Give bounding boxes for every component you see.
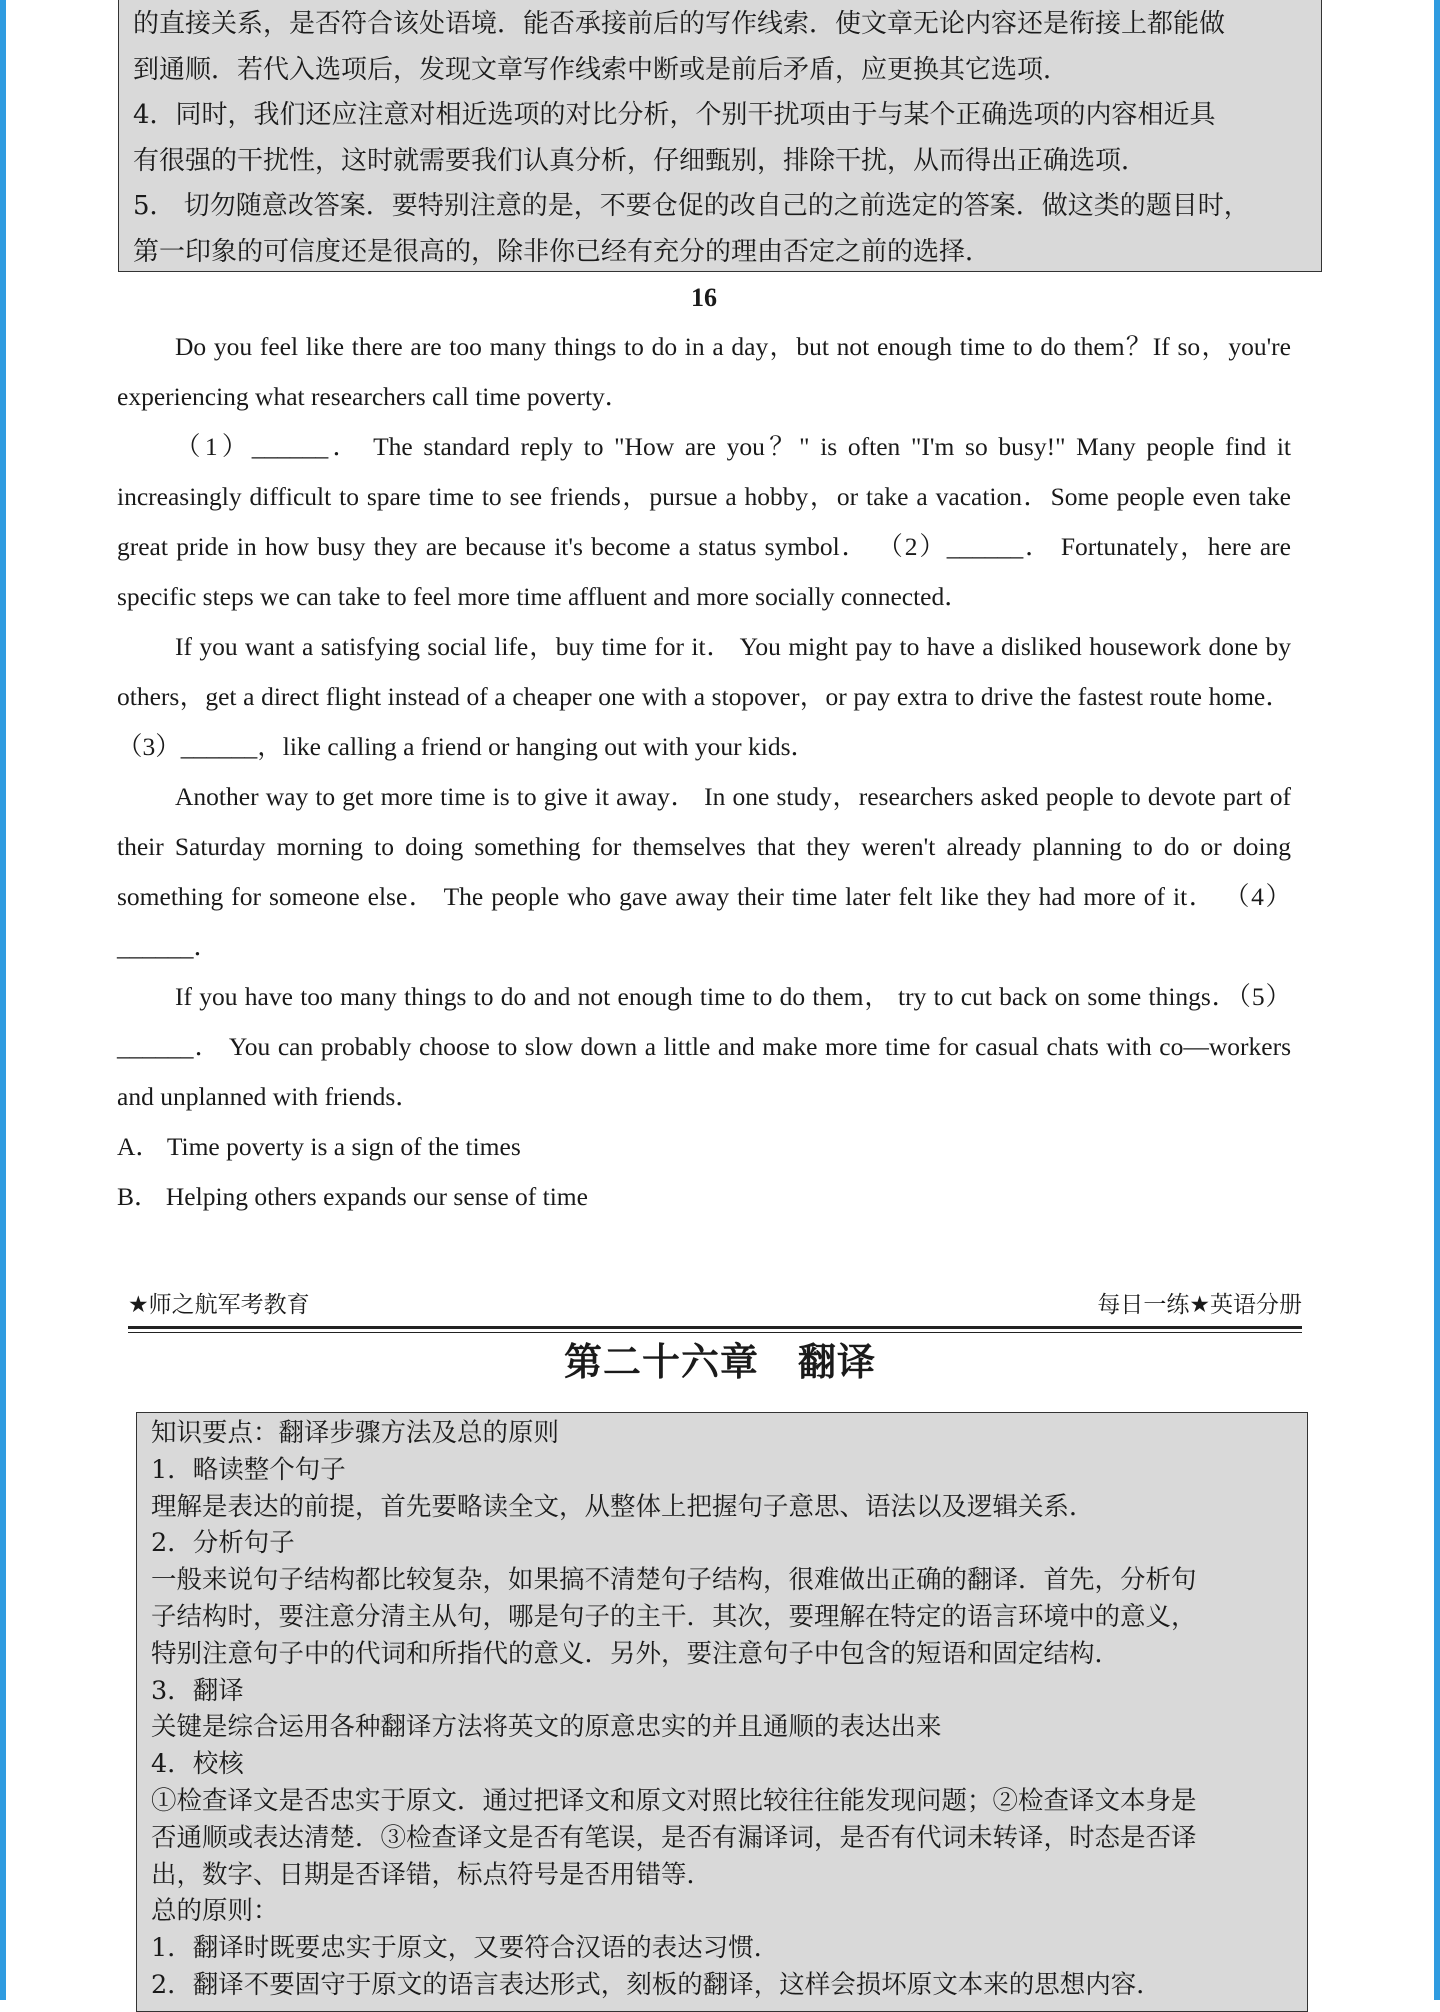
knowledge-box: [136, 1412, 1308, 2012]
reading-passage: [117, 322, 1291, 1222]
tips-line: 的直接关系，是否符合该处语境．能否承接前后的写作线索．使文章无论内容还是衔接上都能做: [133, 9, 1226, 39]
knowledge-line: 总的原则：: [151, 1896, 279, 1927]
running-header: [128, 1288, 1302, 1322]
tips-box: [118, 0, 1322, 272]
chapter-title: 第二十六章 翻译: [563, 1340, 876, 1384]
header-rule: [128, 1326, 1302, 1329]
tips-line: 第一印象的可信度还是很高的，除非你已经有充分的理由否定之前的选择．: [133, 236, 992, 267]
knowledge-line: ①检查译文是否忠实于原文．通过把译文和原文对照比较往往能发现问题；②检查译文本身是: [151, 1785, 1197, 1816]
knowledge-line: 特别注意句子中的代词和所指代的意义．另外，要注意句子中包含的短语和固定结构．: [151, 1638, 1121, 1669]
knowledge-line: 理解是表达的前提，首先要略读全文，从整体上把握句子意思、语法以及逻辑关系．: [151, 1491, 1095, 1522]
knowledge-line: 2．分析句子: [151, 1528, 295, 1559]
passage-paragraph: Do you feel like there are too many things to do in a day，but not enough time to do them？If so，you're experiencing what researchers call time poverty．: [117, 332, 1291, 411]
tips-line: 有很强的干扰性，这时就需要我们认真分析，仔细甄别，排除干扰，从而得出正确选项．: [133, 145, 1148, 176]
header-left: ★师之航军考教育: [128, 1292, 310, 1318]
header-rule: [128, 1332, 1302, 1333]
header-right: 每日一练★英语分册: [1097, 1292, 1302, 1318]
knowledge-line: 关键是综合运用各种翻译方法将英文的原意忠实的并且通顺的表达出来: [151, 1712, 942, 1743]
tips-line: 5． 切勿随意改答案．要特别注意的是，不要仓促的改自己的之前选定的答案．做这类的题目时，: [133, 191, 1250, 221]
question-number: 16: [691, 283, 717, 312]
knowledge-line: 1．略读整个句子: [151, 1454, 346, 1485]
knowledge-line: 知识要点：翻译步骤方法及总的原则: [151, 1418, 560, 1448]
passage-paragraph: If you have too many things to do and not enough time to do them， try to cut back on some things．（5）______． You can probably choose to slow down a little and make more time for casual chats with co—workers and unplanned with friends．: [117, 982, 1291, 1111]
tips-line: 到通顺．若代入选项后，发现文章写作线索中断或是前后矛盾，应更换其它选项．: [133, 54, 1070, 85]
answer-option-a: A． Time poverty is a sign of the times: [117, 1132, 521, 1161]
passage-paragraph: （1）______． The standard reply to "How are you？" is often "I'm so busy!" Many people find it increasingly difficult to spare time to see friends，pursue a hobby，or take a vacation．Some people even take great pride in how busy they are because it's become a status symbol． （2）______． Fortunately，here are specific steps we can take to feel more time affluent and more socially connected．: [117, 432, 1291, 611]
answer-option-b: B． Helping others expands our sense of time: [117, 1182, 588, 1211]
knowledge-line: 否通顺或表达清楚．③检查译文是否有笔误，是否有漏译词，是否有代词未转译，时态是否译: [151, 1822, 1197, 1853]
knowledge-line: 子结构时，要注意分清主从句，哪是句子的主干．其次，要理解在特定的语言环境中的意义，: [151, 1601, 1197, 1632]
knowledge-line: 3．翻译: [151, 1675, 244, 1706]
passage-paragraph: Another way to get more time is to give it away． In one study，researchers asked people to devote part of their Saturday morning to doing something for themselves that they weren't already planning to do or doing something for someone else． The people who gave away their time later felt like they had more of it． （4）______．: [117, 782, 1291, 961]
tips-line: 4．同时，我们还应注意对相近选项的对比分析，个别干扰项由于与某个正确选项的内容相近具: [133, 100, 1216, 130]
knowledge-line: 4．校核: [151, 1749, 244, 1780]
knowledge-line: 2．翻译不要固守于原文的语言表达形式，刻板的翻译，这样会损坏原文本来的思想内容．: [151, 1969, 1162, 2000]
passage-paragraph: If you want a satisfying social life，buy time for it． You might pay to have a disliked housework done by others，get a direct flight instead of a cheaper one with a stopover，or pay extra to drive the fastest route home． （3）______，like calling a friend or hanging out with your kids．: [117, 632, 1291, 761]
knowledge-line: 1．翻译时既要忠实于原文，又要符合汉语的表达习惯．: [151, 1933, 780, 1964]
knowledge-line: 出，数字、日期是否译错，标点符号是否用错等．: [151, 1859, 713, 1890]
knowledge-line: 一般来说句子结构都比较复杂，如果搞不清楚句子结构，很难做出正确的翻译．首先，分析句: [151, 1565, 1197, 1596]
